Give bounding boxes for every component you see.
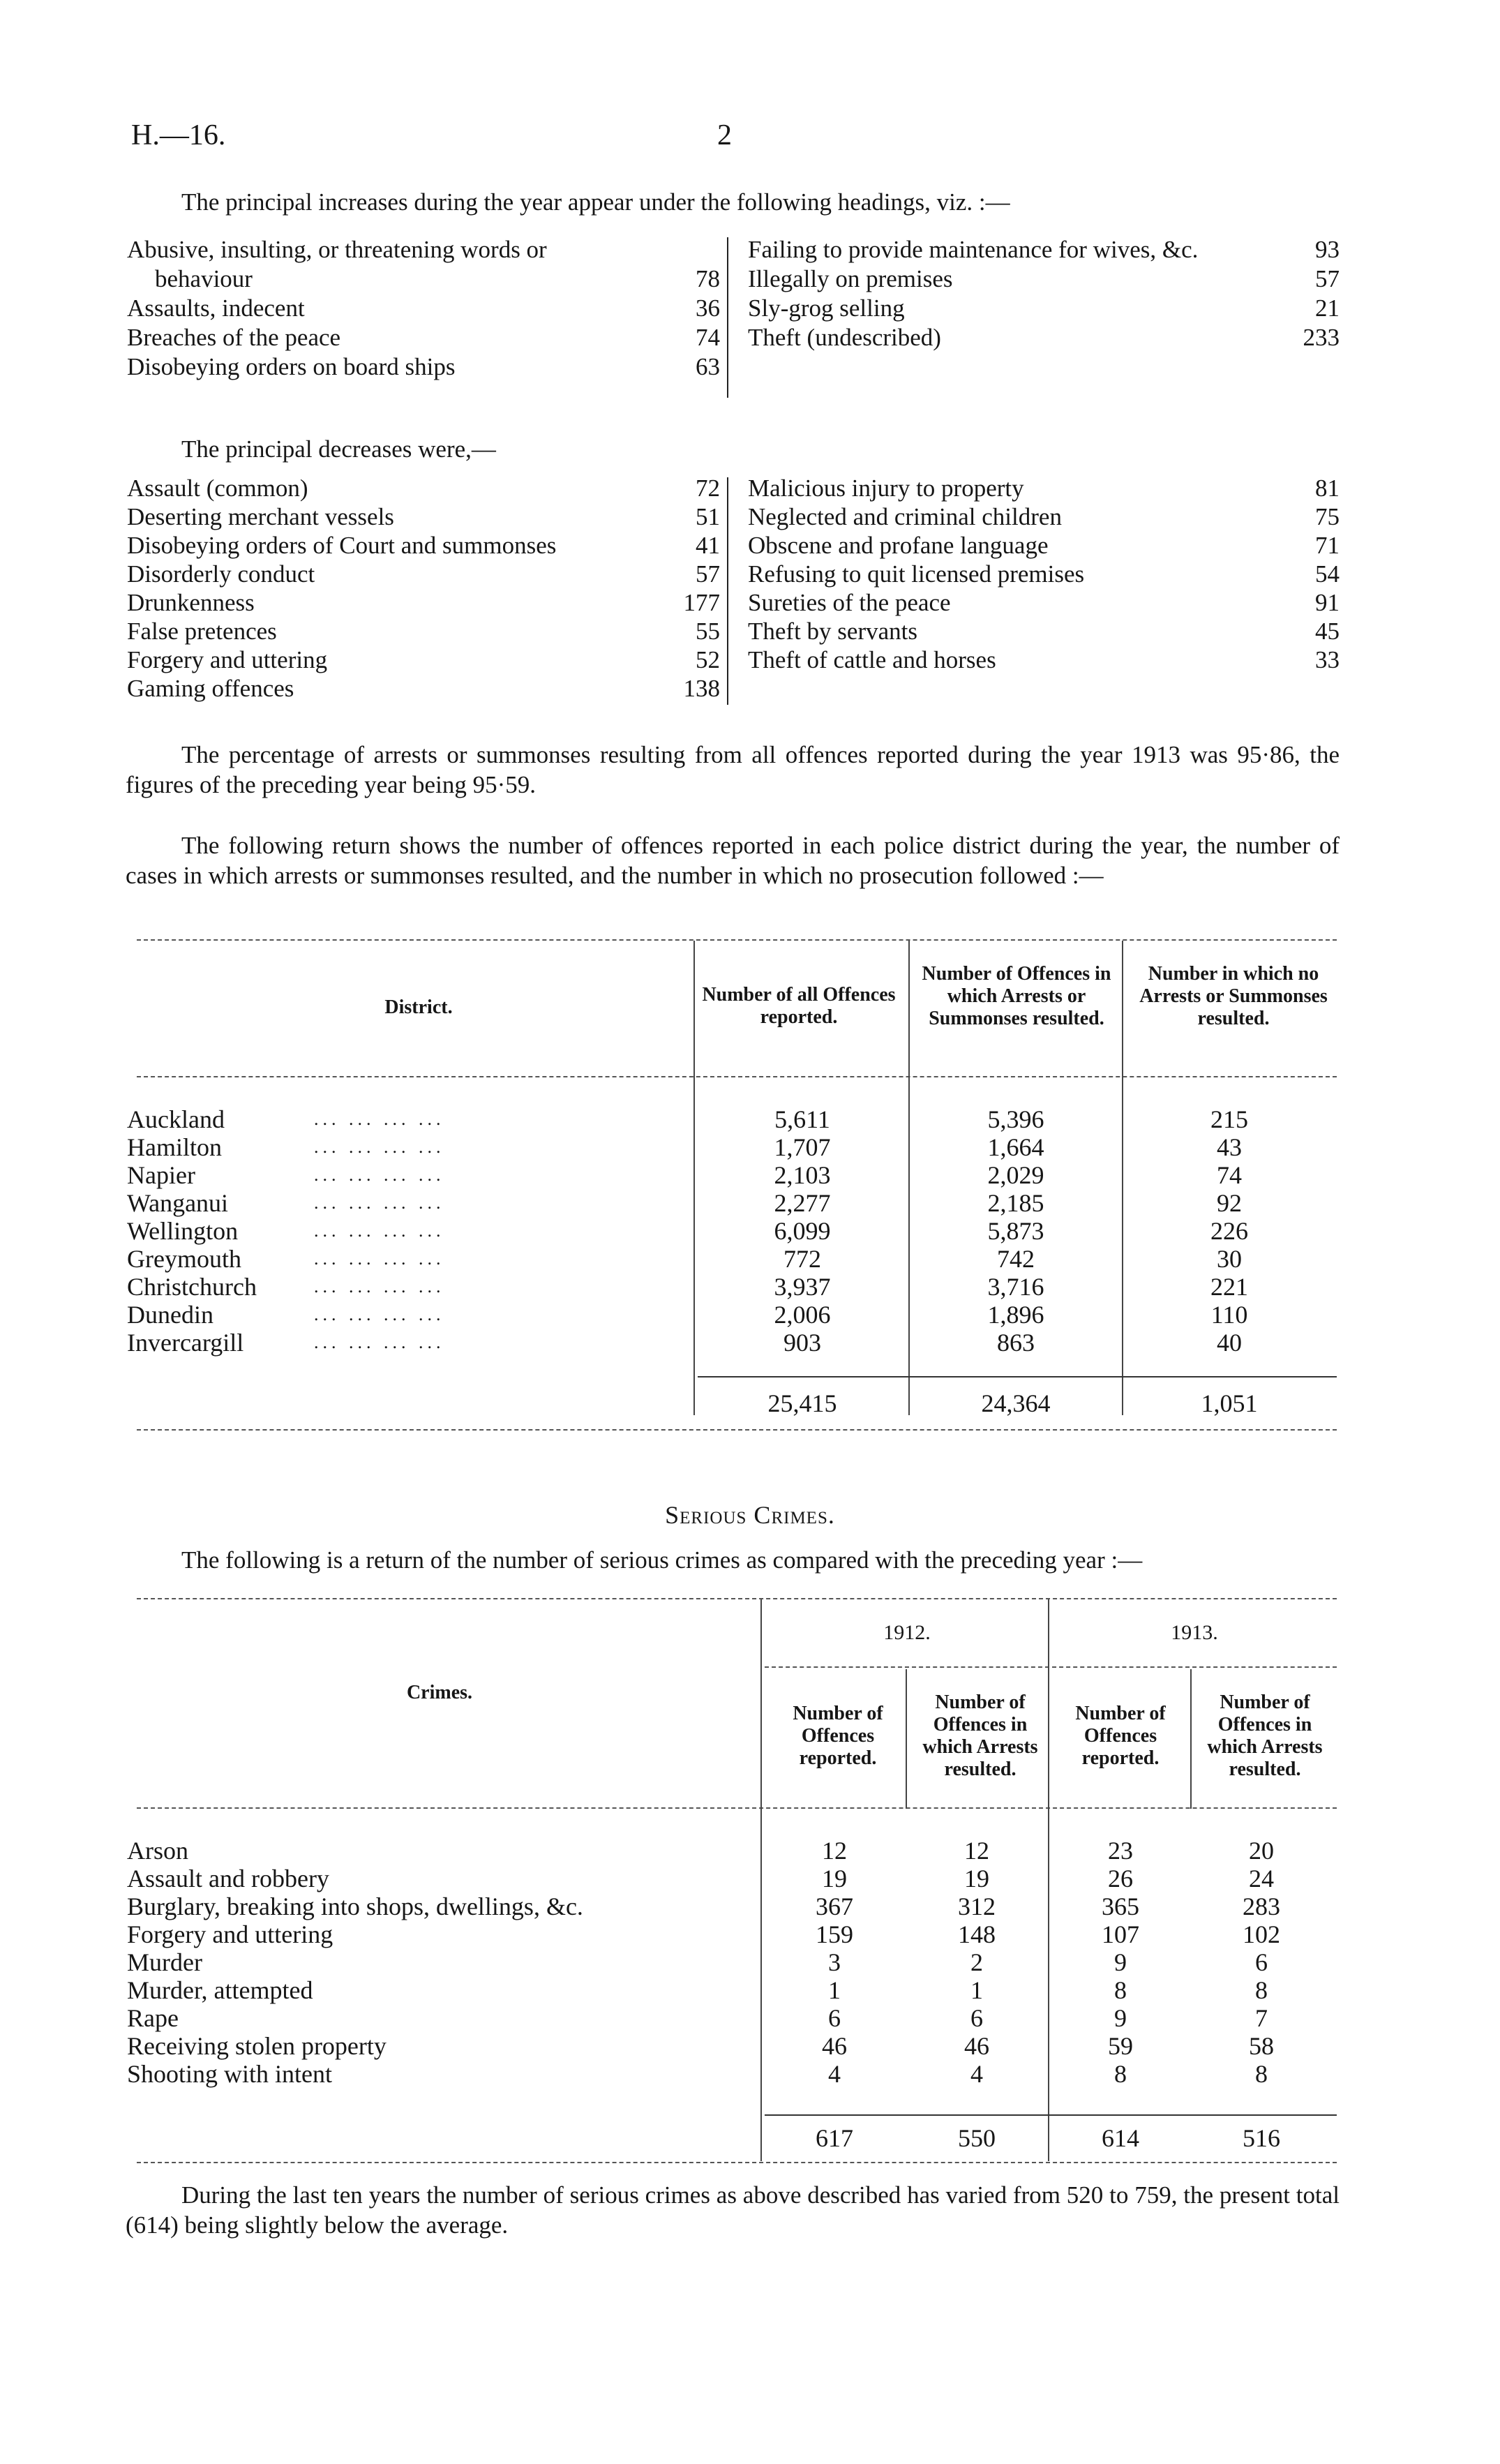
serious-crimes-intro: The following is a return of the number of serious crimes as compared with the preceding year :— (181, 1546, 1143, 1574)
table-bottom-rule (137, 2162, 1337, 2163)
district-name: Wellington (127, 1217, 239, 1245)
list-item-value: 74 (696, 324, 720, 351)
district-name: Hamilton (127, 1133, 222, 1161)
leader-dots: ... ... ... ... (314, 1109, 445, 1129)
table-cell: 7 (1255, 2004, 1268, 2032)
list-item-value: 45 (1315, 618, 1340, 645)
list-item-value: 63 (696, 353, 720, 380)
total-offences: 25,415 (767, 1389, 837, 1417)
crime-name: Rape (127, 2004, 179, 2032)
table-cell: 5,873 (987, 1217, 1044, 1245)
table-cell: 8 (1255, 1976, 1268, 2004)
district-name: Invercargill (127, 1329, 244, 1357)
totals-rule (698, 1376, 1337, 1377)
table-cell: 40 (1217, 1329, 1242, 1357)
arrests-1912-header: Number of Offences in which Arrests resulted. (922, 1692, 1038, 1780)
table-cell: 226 (1210, 1217, 1248, 1245)
total-arrests: 24,364 (981, 1389, 1051, 1417)
list-item-value: 57 (1315, 265, 1340, 292)
crime-name: Murder, attempted (127, 1976, 313, 2004)
district-name: Greymouth (127, 1245, 241, 1273)
list-item (127, 324, 720, 353)
list-item-label: Assault (common) (127, 475, 308, 502)
table-cell: 6 (970, 2004, 983, 2032)
table-cell: 46 (964, 2032, 989, 2060)
increases-intro: The principal increases during the year appear under the following headings, viz. :— (181, 188, 1010, 216)
column-separator (693, 941, 695, 1415)
total-arrests-1913: 516 (1243, 2124, 1280, 2152)
list-item-label: Breaches of the peace (127, 324, 341, 351)
leader-dots: ... ... ... ... (314, 1276, 445, 1297)
leader-dots: ... ... ... ... (314, 1137, 445, 1157)
table-cell: 5,396 (987, 1105, 1044, 1133)
list-item-value: 177 (683, 589, 720, 616)
list-item (127, 294, 720, 324)
column-separator (906, 1669, 907, 1809)
table-cell: 26 (1108, 1865, 1133, 1892)
table-cell: 1,896 (987, 1301, 1044, 1329)
total-arrests-1912: 550 (958, 2124, 996, 2152)
table-cell: 20 (1249, 1837, 1274, 1865)
list-item-label: Forgery and uttering (127, 646, 328, 673)
list-item-label: Disobeying orders of Court and summonses (127, 532, 557, 559)
list-item (127, 589, 720, 618)
table-cell: 1,707 (774, 1133, 831, 1161)
table-cell: 4 (970, 2060, 983, 2088)
table-cell: 12 (964, 1837, 989, 1865)
table-cell: 43 (1217, 1133, 1242, 1161)
table-cell: 110 (1210, 1301, 1248, 1329)
table-cell: 221 (1210, 1273, 1248, 1301)
document-reference: H.—16. (131, 119, 226, 151)
list-item-value: 41 (696, 532, 720, 559)
list-item (127, 475, 720, 504)
decreases-left-list (127, 475, 720, 715)
list-item (127, 532, 720, 561)
list-item-label: Neglected and criminal children (748, 503, 1062, 530)
table-cell: 365 (1102, 1892, 1139, 1920)
table-cell: 1,664 (987, 1133, 1044, 1161)
table-cell: 3 (828, 1948, 841, 1976)
leader-dots: ... ... ... ... (314, 1248, 445, 1269)
decreases-intro: The principal decreases were,— (181, 435, 496, 463)
closing-paragraph: During the last ten years the number of serious crimes as above described has varied from 520 to 759, the present total (614) being slightly below the average. (126, 2181, 1340, 2239)
table-top-rule (137, 939, 1337, 941)
crime-name: Receiving stolen property (127, 2032, 387, 2060)
table-cell: 2,103 (774, 1161, 831, 1189)
table-cell: 46 (822, 2032, 847, 2060)
column-separator (908, 941, 910, 1415)
list-item-value: 91 (1315, 589, 1340, 616)
district-header: District. (384, 996, 453, 1018)
crime-name: Murder (127, 1948, 202, 1976)
list-item-value: 52 (696, 646, 720, 673)
table-cell: 12 (822, 1837, 847, 1865)
crimes-header: Crimes. (406, 1682, 473, 1703)
table-cell: 1 (970, 1976, 983, 2004)
list-item-label: Obscene and profane language (748, 532, 1049, 559)
district-name: Christchurch (127, 1273, 257, 1301)
list-item (748, 265, 1340, 294)
list-item (748, 324, 1340, 353)
list-item-label: Theft by servants (748, 618, 917, 645)
table-cell: 3,716 (987, 1273, 1044, 1301)
list-item-label: Theft (undescribed) (748, 324, 941, 351)
table-cell: 5,611 (774, 1105, 830, 1133)
list-item-label: Abusive, insulting, or threatening words or (127, 236, 547, 263)
list-item-label: Theft of cattle and horses (748, 646, 996, 673)
table-cell: 8 (1114, 2060, 1127, 2088)
no-arrests-header: Number in which no Arrests or Summonses resulted. (1139, 963, 1328, 1029)
column-separator (1122, 941, 1123, 1415)
table-cell: 9 (1114, 2004, 1127, 2032)
district-name: Wanganui (127, 1189, 229, 1217)
list-item (748, 646, 1340, 675)
list-item-label: Sly-grog selling (748, 294, 905, 322)
arrests-resulted-header: Number of Offences in which Arrests or Summonses resulted. (922, 963, 1111, 1029)
table-cell: 3,937 (774, 1273, 831, 1301)
list-item-value: 51 (696, 503, 720, 530)
table-cell: 2,006 (774, 1301, 831, 1329)
district-name: Napier (127, 1161, 195, 1189)
table-cell: 159 (816, 1920, 853, 1948)
table-cell: 19 (822, 1865, 847, 1892)
table-cell: 8 (1114, 1976, 1127, 2004)
table-cell: 6,099 (774, 1217, 831, 1245)
list-item-label: Deserting merchant vessels (127, 503, 394, 530)
column-separator (760, 1599, 762, 2161)
table-cell: 92 (1217, 1189, 1242, 1217)
list-item-label: Refusing to quit licensed premises (748, 560, 1085, 588)
list-item-label: behaviour (155, 265, 253, 292)
table-cell: 9 (1114, 1948, 1127, 1976)
list-item-label: Sureties of the peace (748, 589, 951, 616)
crime-name: Forgery and uttering (127, 1920, 333, 1948)
list-item-value: 72 (696, 475, 720, 502)
list-item (748, 589, 1340, 618)
list-item-label: False pretences (127, 618, 277, 645)
return-paragraph: The following return shows the number of offences reported in each police district during the year, the number of cases in which arrests or summonses resulted, and the number in which no prosecution followed :— (126, 832, 1340, 889)
table-cell: 6 (1255, 1948, 1268, 1976)
table-top-rule (137, 1598, 1337, 1599)
list-item (748, 236, 1340, 265)
column-separator (1048, 1599, 1049, 2161)
percentage-paragraph: The percentage of arrests or summonses resulting from all offences reported during the year 1913 was 95·86, the figures of the preceding year being 95·59. (126, 741, 1340, 798)
district-name: Dunedin (127, 1301, 213, 1329)
table-cell: 367 (816, 1892, 853, 1920)
table-cell: 863 (997, 1329, 1035, 1357)
page-number: 2 (717, 119, 732, 151)
list-item-value: 55 (696, 618, 720, 645)
table-cell: 58 (1249, 2032, 1274, 2060)
serious-crimes-title: Serious Crimes. (665, 1501, 835, 1529)
table-cell: 1 (828, 1976, 841, 2004)
list-item (748, 503, 1340, 532)
list-item-value: 33 (1315, 646, 1340, 673)
list-item (127, 265, 720, 294)
leader-dots: ... ... ... ... (314, 1332, 445, 1352)
list-item-value: 36 (696, 294, 720, 322)
table-cell: 107 (1102, 1920, 1139, 1948)
header-rule (137, 1076, 1337, 1077)
offences-reported-header: Number of all Offences reported. (702, 984, 896, 1028)
list-item-value: 75 (1315, 503, 1340, 530)
table-cell: 283 (1243, 1892, 1280, 1920)
district-name: Auckland (127, 1105, 225, 1133)
list-item (748, 532, 1340, 561)
list-item-label: Assaults, indecent (127, 294, 305, 322)
table-cell: 59 (1108, 2032, 1133, 2060)
list-item (127, 618, 720, 647)
table-cell: 4 (828, 2060, 841, 2088)
year-1912-header: 1912. (883, 1621, 931, 1644)
total-reported-1912: 617 (816, 2124, 853, 2152)
table-bottom-rule (137, 1429, 1337, 1431)
total-no-arrests: 1,051 (1201, 1389, 1258, 1417)
list-item-value: 57 (696, 560, 720, 588)
column-divider (727, 477, 728, 705)
column-separator (1190, 1669, 1192, 1809)
table-cell: 742 (997, 1245, 1035, 1273)
table-cell: 30 (1217, 1245, 1242, 1273)
increases-right-list (748, 236, 1340, 375)
list-item-value: 138 (683, 675, 720, 702)
table-cell: 2 (970, 1948, 983, 1976)
list-item-value: 21 (1315, 294, 1340, 322)
list-item-label: Disorderly conduct (127, 560, 315, 588)
list-item (127, 560, 720, 590)
leader-dots: ... ... ... ... (314, 1220, 445, 1241)
crime-name: Assault and robbery (127, 1865, 329, 1892)
crime-name: Arson (127, 1837, 188, 1865)
table-cell: 2,277 (774, 1189, 831, 1217)
list-item-value: 71 (1315, 532, 1340, 559)
table-cell: 772 (783, 1245, 821, 1273)
increases-left-list (127, 236, 720, 396)
list-item-value: 78 (696, 265, 720, 292)
table-cell: 6 (828, 2004, 841, 2032)
list-item (748, 560, 1340, 590)
reported-1913-header: Number of Offences reported. (1075, 1703, 1166, 1769)
list-item-label: Drunkenness (127, 589, 255, 616)
crime-name: Burglary, breaking into shops, dwellings, &c. (127, 1892, 583, 1920)
list-item-value: 93 (1315, 236, 1340, 263)
list-item-value: 81 (1315, 475, 1340, 502)
list-item-label: Failing to provide maintenance for wives, &c. (748, 236, 1199, 263)
list-item (748, 618, 1340, 647)
leader-dots: ... ... ... ... (314, 1165, 445, 1185)
list-item (127, 503, 720, 532)
table-cell: 19 (964, 1865, 989, 1892)
list-item-label: Gaming offences (127, 675, 294, 702)
list-item-value: 54 (1315, 560, 1340, 588)
list-item-label: Illegally on premises (748, 265, 953, 292)
arrests-1913-header: Number of Offences in which Arrests resulted. (1207, 1692, 1323, 1780)
list-item (127, 646, 720, 675)
list-item (127, 236, 720, 265)
table-cell: 148 (958, 1920, 996, 1948)
table-cell: 312 (958, 1892, 996, 1920)
table-cell: 24 (1249, 1865, 1274, 1892)
reported-1912-header: Number of Offences reported. (793, 1703, 883, 1769)
year-1913-header: 1913. (1171, 1621, 1218, 1644)
list-item-label: Malicious injury to property (748, 475, 1024, 502)
table-cell: 2,185 (987, 1189, 1044, 1217)
decreases-right-list (748, 475, 1340, 684)
list-item (748, 294, 1340, 324)
list-item (748, 475, 1340, 504)
table-cell: 102 (1243, 1920, 1280, 1948)
leader-dots: ... ... ... ... (314, 1304, 445, 1324)
totals-rule (765, 2114, 1337, 2116)
leader-dots: ... ... ... ... (314, 1193, 445, 1213)
list-item (127, 675, 720, 704)
list-item (127, 353, 720, 382)
table-cell: 2,029 (987, 1161, 1044, 1189)
list-item-value: 233 (1303, 324, 1340, 351)
table-cell: 8 (1255, 2060, 1268, 2088)
column-divider (727, 237, 728, 398)
list-item-label: Disobeying orders on board ships (127, 353, 456, 380)
table-cell: 74 (1217, 1161, 1242, 1189)
total-reported-1913: 614 (1102, 2124, 1139, 2152)
table-cell: 215 (1210, 1105, 1248, 1133)
crime-name: Shooting with intent (127, 2060, 333, 2088)
table-cell: 23 (1108, 1837, 1133, 1865)
table-cell: 903 (783, 1329, 821, 1357)
year-rule (765, 1666, 1337, 1668)
header-rule (137, 1807, 1337, 1809)
